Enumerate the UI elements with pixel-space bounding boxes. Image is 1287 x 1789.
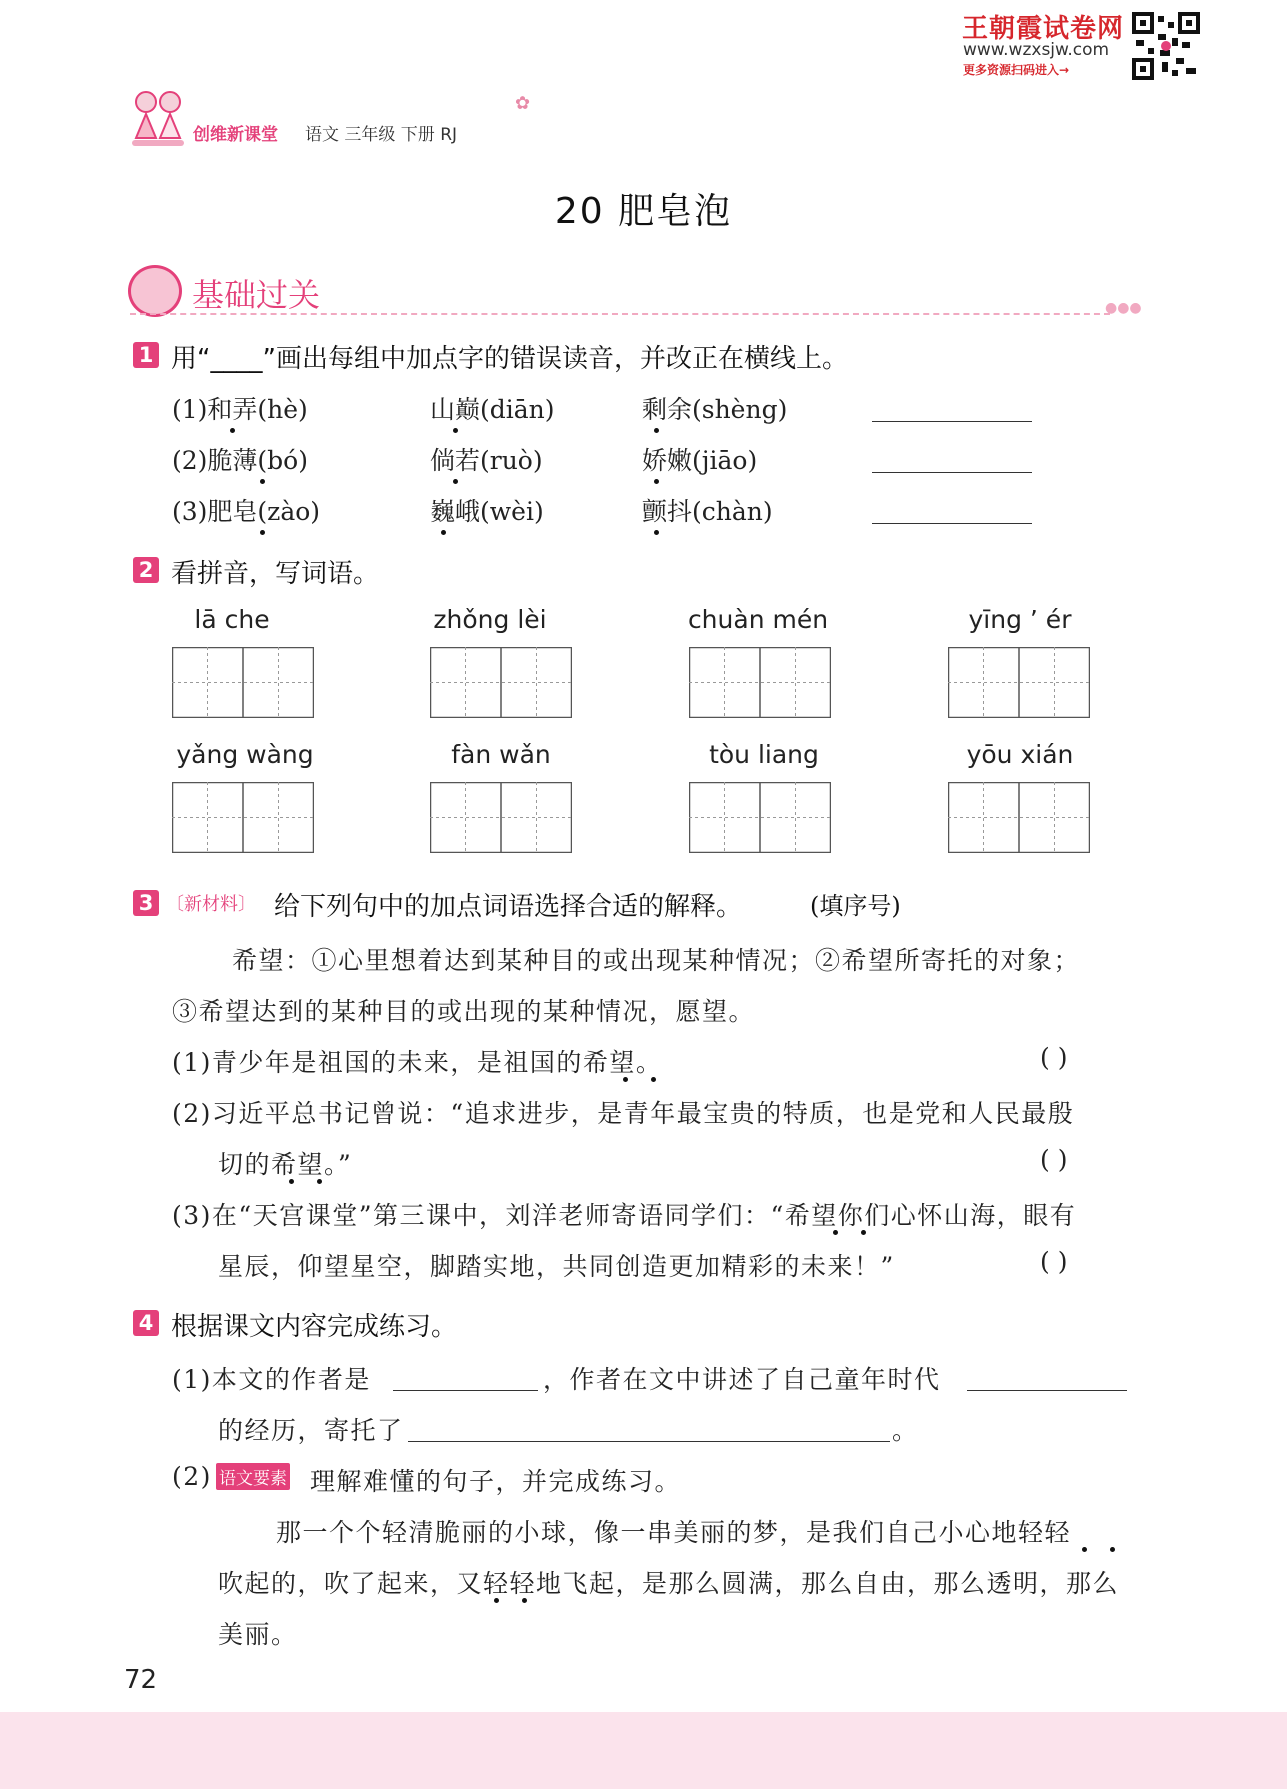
writing-grid[interactable] [430, 647, 572, 718]
subquestion-number: (2) [172, 1462, 212, 1491]
section-girl-icon [128, 265, 182, 317]
writing-grid[interactable] [172, 782, 314, 853]
question-number: 1 [133, 342, 159, 368]
emphasis-dot [260, 479, 265, 484]
writing-grid[interactable] [689, 647, 831, 718]
emphasis-dot [494, 1598, 499, 1603]
sentence: (3)在“天宫课堂”第三课中，刘洋老师寄语同学们：“希望你们心怀山海，眼有 [172, 1201, 1077, 1230]
fill-text: 的经历，寄托了 [218, 1416, 404, 1445]
writing-grid[interactable] [948, 647, 1090, 718]
emphasis-dot [317, 1179, 322, 1184]
qr-code-icon[interactable] [1132, 12, 1200, 80]
answer-blank[interactable] [408, 1441, 890, 1442]
passage-line: 那一个个轻清脆丽的小球，像一串美丽的梦，是我们自己小心地轻轻 [276, 1518, 1072, 1547]
question-number: 3 [133, 890, 159, 916]
question-prompt: 看拼音，写词语。 [171, 559, 380, 589]
q1-item: 剩余(shèng) [642, 395, 788, 424]
answer-blank[interactable] [967, 1390, 1127, 1391]
writing-grid[interactable] [948, 782, 1090, 853]
footer-band [0, 1712, 1287, 1789]
book-meta: 语文 三年级 下册 RJ [305, 125, 458, 145]
page-number: 72 [124, 1665, 158, 1695]
emphasis-dot [441, 530, 446, 535]
fill-text: ，作者在文中讲述了自己童年时代 [543, 1365, 941, 1394]
emphasis-dot [1082, 1547, 1087, 1552]
emphasis-dot [1110, 1547, 1115, 1552]
pinyin-label: yǎng wàng [176, 740, 314, 769]
question-prompt-suffix: (填序号) [810, 892, 901, 920]
emphasis-dot [260, 530, 265, 535]
q1-item: 倘若(ruò) [430, 446, 543, 475]
answer-paren[interactable]: ( ) [1040, 1145, 1068, 1174]
book-title: 创维新课堂 [193, 125, 278, 145]
subquestion-prompt: 理解难懂的句子，并完成练习。 [310, 1467, 682, 1496]
emphasis-dot [230, 428, 235, 433]
question-prompt: 根据课文内容完成练习。 [171, 1312, 458, 1342]
question-prompt: 用“____”画出每组中加点字的错误读音，并改正在横线上。 [171, 344, 848, 374]
answer-paren[interactable]: ( ) [1040, 1043, 1068, 1072]
emphasis-dot [623, 1077, 628, 1082]
emphasis-dot [654, 428, 659, 433]
fill-text: (1)本文的作者是 [172, 1365, 371, 1394]
emphasis-dot [654, 479, 659, 484]
emphasis-dot [453, 428, 458, 433]
q1-item: 巍峨(wèi) [430, 497, 544, 526]
answer-blank[interactable] [872, 472, 1032, 473]
pinyin-label: yōu xián [966, 740, 1074, 769]
writing-grid[interactable] [430, 782, 572, 853]
answer-blank[interactable] [872, 523, 1032, 524]
answer-paren[interactable]: ( ) [1040, 1247, 1068, 1276]
emphasis-dot [651, 1077, 656, 1082]
question-number: 4 [133, 1310, 159, 1336]
question-prompt: 给下列句中的加点词语选择合适的解释。 [274, 892, 743, 922]
section-title: 基础过关 [192, 276, 321, 314]
brand-scan-hint: 更多资源扫码进入→ [963, 63, 1070, 77]
q1-item: 山巅(diān) [430, 395, 555, 424]
answer-blank[interactable] [393, 1390, 538, 1391]
q1-item: (1)和弄(hè) [172, 395, 308, 424]
definition-line: ③希望达到的某种目的或出现的某种情况，愿望。 [172, 997, 756, 1026]
kids-mascot-icon [126, 88, 190, 150]
sentence: 星辰，仰望星空，脚踏实地，共同创造更加精彩的未来！” [218, 1252, 895, 1281]
definition-line: 希望：①心里想着达到某种目的或出现某种情况；②希望所寄托的对象； [232, 946, 1081, 975]
emphasis-dot [833, 1230, 838, 1235]
sentence: (1)青少年是祖国的未来，是祖国的希望。 [172, 1048, 663, 1077]
emphasis-dot [522, 1598, 527, 1603]
brand-title: 王朝霞试卷网 [962, 14, 1125, 44]
dots-icon: ●●● [1105, 300, 1142, 316]
language-element-tag: 语文要素 [216, 1463, 290, 1490]
pinyin-label: chuàn mén [687, 605, 829, 634]
q1-item: 娇嫩(jiāo) [642, 446, 758, 475]
q1-item: (3)肥皂(zào) [172, 497, 321, 526]
emphasis-dot [861, 1230, 866, 1235]
pinyin-label: zhǒng lèi [433, 605, 547, 634]
pinyin-label: tòu liang [709, 740, 819, 769]
writing-grid[interactable] [172, 647, 314, 718]
pinyin-label: yīng ’ ér [968, 605, 1072, 634]
emphasis-dot [654, 530, 659, 535]
section-divider [130, 313, 1110, 315]
pinyin-label: fàn wǎn [451, 740, 551, 769]
flower-icon: ✿ [515, 93, 531, 114]
question-number: 2 [133, 557, 159, 583]
writing-grid[interactable] [689, 782, 831, 853]
page-title: 20 肥皂泡 [554, 191, 733, 232]
new-material-tag: 〔新材料〕 [166, 894, 256, 915]
emphasis-dot [453, 479, 458, 484]
answer-blank[interactable] [872, 421, 1032, 422]
brand-url[interactable]: www.wzxsjw.com [963, 40, 1110, 60]
sentence: (2)习近平总书记曾说：“追求进步，是青年最宝贵的特质，也是党和人民最殷 [172, 1099, 1075, 1128]
emphasis-dot [289, 1179, 294, 1184]
passage-line: 吹起的，吹了起来，又轻轻地飞起，是那么圆满，那么自由，那么透明，那么 [218, 1569, 1120, 1598]
pinyin-label: lā che [194, 605, 270, 634]
q1-item: 颤抖(chàn) [642, 497, 773, 526]
q1-item: (2)脆薄(bó) [172, 446, 308, 475]
sentence: 切的希望。” [218, 1150, 353, 1179]
passage-line: 美丽。 [218, 1620, 298, 1649]
fill-text: 。 [892, 1416, 919, 1445]
